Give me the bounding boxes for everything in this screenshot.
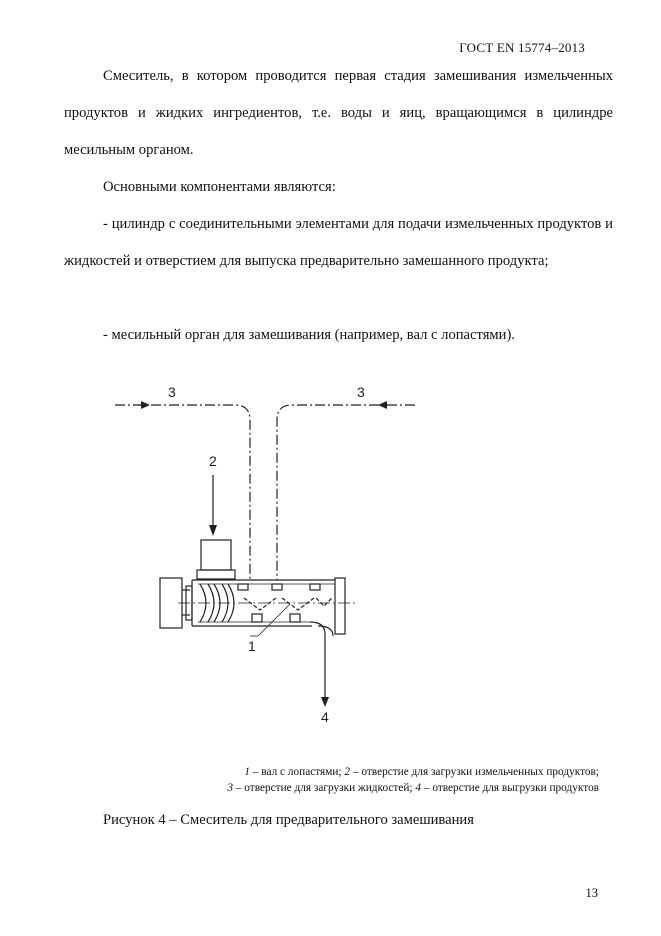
legend-text-2: – отверстие для загрузки измельченных продуктов; xyxy=(350,766,599,778)
mixer-diagram xyxy=(100,370,430,730)
legend-number-2: 2 xyxy=(344,766,351,778)
arrow-product-inlet xyxy=(209,525,217,536)
inlet-hopper xyxy=(201,540,231,570)
legend-text-4: – отверстие для выгрузки продуктов xyxy=(421,782,599,794)
end-flange xyxy=(335,578,345,634)
figure-caption: Рисунок 4 – Смеситель для предварительного замешивания xyxy=(103,812,474,828)
legend-number-3: 3 xyxy=(227,782,233,794)
liquid-feed-line-left xyxy=(115,405,250,580)
arrow-left-liquid xyxy=(141,401,150,409)
paragraph-mixer-description: Смеситель, в котором проводится первая стадия замешивания измельченных продуктов и жидких ингредиентов, т.е. воды и яиц, вращающимся в цилиндре месильным органом. xyxy=(64,68,613,158)
arrow-right-liquid xyxy=(378,401,387,409)
legend-text-1: – вал с лопастями; xyxy=(250,766,345,778)
label-2: 2 xyxy=(209,453,217,469)
shaft-paddles xyxy=(244,598,332,610)
label-4: 4 xyxy=(321,709,329,725)
legend-number-4: 4 xyxy=(415,782,422,794)
label-3-left: 3 xyxy=(168,384,176,400)
figure-legend-line-2 xyxy=(79,780,599,797)
paragraph-kneader-item: - месильный орган для замешивания (например, вал с лопастями). xyxy=(103,327,515,343)
paragraph-components-intro: Основными компонентами являются: xyxy=(103,179,336,195)
figure-legend-line-1 xyxy=(79,764,599,781)
legend-number-1: 1 xyxy=(244,766,250,778)
label-1: 1 xyxy=(248,638,256,654)
leader-shaft xyxy=(258,604,290,636)
liquid-feed-line-right xyxy=(277,405,415,580)
legend-text-3: – отверстие для загрузки жидкостей; xyxy=(232,782,416,794)
arrow-product-outlet xyxy=(321,697,329,707)
page-number: 13 xyxy=(585,886,598,900)
outlet-pipe xyxy=(310,622,325,700)
label-3-right: 3 xyxy=(357,384,365,400)
paragraph-cylinder-item: - цилиндр с соединительными элементами для подачи измельченных продуктов и жидкостей и отверстием для выпуска предварительно замешанного продукта; xyxy=(64,216,613,269)
standard-header: ГОСТ EN 15774–2013 xyxy=(459,40,585,55)
